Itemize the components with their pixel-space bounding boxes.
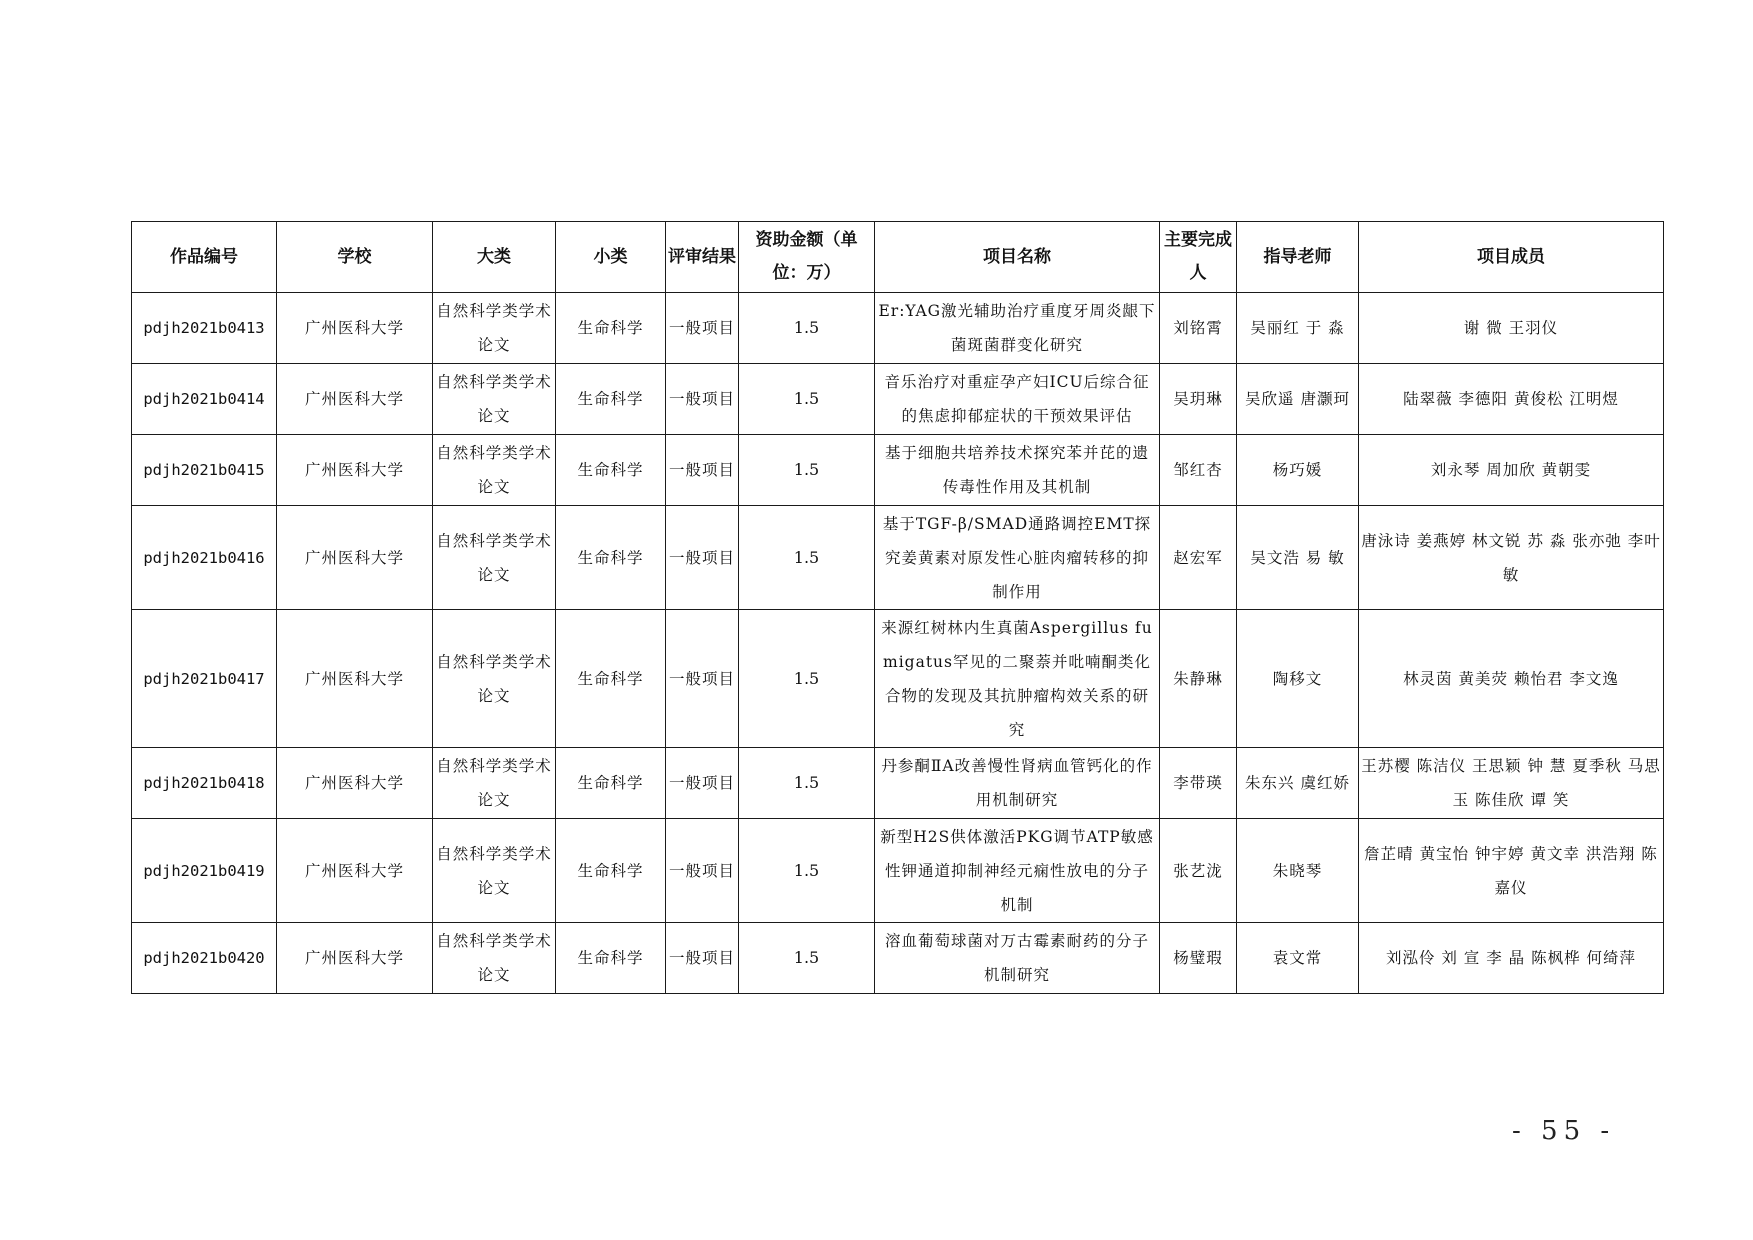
table-row bbox=[132, 610, 1664, 748]
cell-subcategory: 生命科学 bbox=[556, 364, 666, 435]
cell-result: 一般项目 bbox=[666, 610, 739, 748]
cell-subcategory: 生命科学 bbox=[556, 506, 666, 610]
cell-members: 刘永琴 周加欣 黄朝雯 bbox=[1359, 435, 1664, 506]
cell-school: 广州医科大学 bbox=[277, 923, 433, 994]
page-number: - 55 - bbox=[1512, 1116, 1616, 1146]
cell-title: 丹参酮ⅡA改善慢性肾病血管钙化的作用机制研究 bbox=[875, 748, 1160, 819]
cell-members: 詹芷晴 黄宝怡 钟宇婷 黄文幸 洪浩翔 陈嘉仪 bbox=[1359, 819, 1664, 923]
cell-code: pdjh2021b0416 bbox=[132, 506, 277, 610]
cell-category: 自然科学类学术论文 bbox=[433, 748, 556, 819]
cell-school: 广州医科大学 bbox=[277, 819, 433, 923]
cell-title: 新型H2S供体激活PKG调节ATP敏感性钾通道抑制神经元痫性放电的分子机制 bbox=[875, 819, 1160, 923]
cell-amount: 1.5 bbox=[739, 610, 875, 748]
cell-leader: 赵宏军 bbox=[1160, 506, 1237, 610]
cell-result: 一般项目 bbox=[666, 435, 739, 506]
cell-members: 谢 微 王羽仪 bbox=[1359, 293, 1664, 364]
cell-advisors: 朱东兴 虞红娇 bbox=[1237, 748, 1359, 819]
cell-school: 广州医科大学 bbox=[277, 610, 433, 748]
header-leader: 主要完成人 bbox=[1160, 222, 1237, 293]
cell-result: 一般项目 bbox=[666, 293, 739, 364]
cell-amount: 1.5 bbox=[739, 748, 875, 819]
cell-code: pdjh2021b0415 bbox=[132, 435, 277, 506]
cell-subcategory: 生命科学 bbox=[556, 435, 666, 506]
cell-code: pdjh2021b0413 bbox=[132, 293, 277, 364]
cell-advisors: 杨巧媛 bbox=[1237, 435, 1359, 506]
table-row bbox=[132, 748, 1664, 819]
cell-code: pdjh2021b0420 bbox=[132, 923, 277, 994]
header-members: 项目成员 bbox=[1359, 222, 1664, 293]
cell-advisors: 吴文浩 易 敏 bbox=[1237, 506, 1359, 610]
header-subcategory: 小类 bbox=[556, 222, 666, 293]
header-category: 大类 bbox=[433, 222, 556, 293]
cell-school: 广州医科大学 bbox=[277, 293, 433, 364]
cell-category: 自然科学类学术论文 bbox=[433, 506, 556, 610]
cell-category: 自然科学类学术论文 bbox=[433, 610, 556, 748]
cell-leader: 吴玥琳 bbox=[1160, 364, 1237, 435]
header-advisors: 指导老师 bbox=[1237, 222, 1359, 293]
cell-advisors: 袁文常 bbox=[1237, 923, 1359, 994]
cell-subcategory: 生命科学 bbox=[556, 923, 666, 994]
cell-members: 林灵茵 黄美荧 赖怡君 李文逸 bbox=[1359, 610, 1664, 748]
cell-advisors: 吴欣遥 唐灏珂 bbox=[1237, 364, 1359, 435]
cell-leader: 李带瑛 bbox=[1160, 748, 1237, 819]
cell-result: 一般项目 bbox=[666, 923, 739, 994]
table-row bbox=[132, 819, 1664, 923]
cell-category: 自然科学类学术论文 bbox=[433, 293, 556, 364]
header-school: 学校 bbox=[277, 222, 433, 293]
cell-title: 来源红树林内生真菌Aspergillus fumigatus罕见的二聚萘并吡喃酮类化合物的发现及其抗肿瘤构效关系的研究 bbox=[875, 610, 1160, 748]
cell-leader: 刘铭霄 bbox=[1160, 293, 1237, 364]
header-title: 项目名称 bbox=[875, 222, 1160, 293]
cell-category: 自然科学类学术论文 bbox=[433, 923, 556, 994]
cell-category: 自然科学类学术论文 bbox=[433, 364, 556, 435]
cell-result: 一般项目 bbox=[666, 748, 739, 819]
cell-leader: 杨璧瑕 bbox=[1160, 923, 1237, 994]
cell-advisors: 朱晓琴 bbox=[1237, 819, 1359, 923]
header-result: 评审结果 bbox=[666, 222, 739, 293]
cell-subcategory: 生命科学 bbox=[556, 610, 666, 748]
cell-subcategory: 生命科学 bbox=[556, 819, 666, 923]
header-code: 作品编号 bbox=[132, 222, 277, 293]
cell-code: pdjh2021b0419 bbox=[132, 819, 277, 923]
table-row bbox=[132, 923, 1664, 994]
cell-school: 广州医科大学 bbox=[277, 435, 433, 506]
cell-title: 音乐治疗对重症孕产妇ICU后综合征的焦虑抑郁症状的干预效果评估 bbox=[875, 364, 1160, 435]
table-row bbox=[132, 293, 1664, 364]
cell-school: 广州医科大学 bbox=[277, 364, 433, 435]
cell-advisors: 陶移文 bbox=[1237, 610, 1359, 748]
cell-advisors: 吴丽红 于 淼 bbox=[1237, 293, 1359, 364]
cell-amount: 1.5 bbox=[739, 364, 875, 435]
header-amount: 资助金额（单位：万） bbox=[739, 222, 875, 293]
cell-title: 基于细胞共培养技术探究苯并芘的遗传毒性作用及其机制 bbox=[875, 435, 1160, 506]
cell-amount: 1.5 bbox=[739, 293, 875, 364]
cell-amount: 1.5 bbox=[739, 819, 875, 923]
cell-amount: 1.5 bbox=[739, 506, 875, 610]
cell-title: 基于TGF-β/SMAD通路调控EMT探究姜黄素对原发性心脏肉瘤转移的抑制作用 bbox=[875, 506, 1160, 610]
cell-amount: 1.5 bbox=[739, 923, 875, 994]
cell-members: 刘泓伶 刘 宣 李 晶 陈枫桦 何绮萍 bbox=[1359, 923, 1664, 994]
cell-amount: 1.5 bbox=[739, 435, 875, 506]
cell-leader: 朱静琳 bbox=[1160, 610, 1237, 748]
cell-subcategory: 生命科学 bbox=[556, 748, 666, 819]
cell-result: 一般项目 bbox=[666, 819, 739, 923]
cell-title: 溶血葡萄球菌对万古霉素耐药的分子机制研究 bbox=[875, 923, 1160, 994]
cell-code: pdjh2021b0414 bbox=[132, 364, 277, 435]
cell-members: 陆翠薇 李德阳 黄俊松 江明煜 bbox=[1359, 364, 1664, 435]
table-row bbox=[132, 364, 1664, 435]
cell-category: 自然科学类学术论文 bbox=[433, 435, 556, 506]
cell-leader: 张艺泷 bbox=[1160, 819, 1237, 923]
project-table bbox=[131, 221, 1664, 994]
cell-result: 一般项目 bbox=[666, 506, 739, 610]
cell-members: 王苏樱 陈洁仪 王思颖 钟 慧 夏季秋 马思玉 陈佳欣 谭 笑 bbox=[1359, 748, 1664, 819]
cell-title: Er:YAG激光辅助治疗重度牙周炎龈下菌斑菌群变化研究 bbox=[875, 293, 1160, 364]
cell-result: 一般项目 bbox=[666, 364, 739, 435]
cell-category: 自然科学类学术论文 bbox=[433, 819, 556, 923]
cell-code: pdjh2021b0418 bbox=[132, 748, 277, 819]
table-row bbox=[132, 435, 1664, 506]
table-row bbox=[132, 506, 1664, 610]
header-row bbox=[132, 222, 1664, 293]
cell-members: 唐泳诗 姜燕婷 林文锐 苏 淼 张亦弛 李叶敏 bbox=[1359, 506, 1664, 610]
cell-code: pdjh2021b0417 bbox=[132, 610, 277, 748]
cell-subcategory: 生命科学 bbox=[556, 293, 666, 364]
cell-school: 广州医科大学 bbox=[277, 506, 433, 610]
cell-school: 广州医科大学 bbox=[277, 748, 433, 819]
cell-leader: 邹红杏 bbox=[1160, 435, 1237, 506]
